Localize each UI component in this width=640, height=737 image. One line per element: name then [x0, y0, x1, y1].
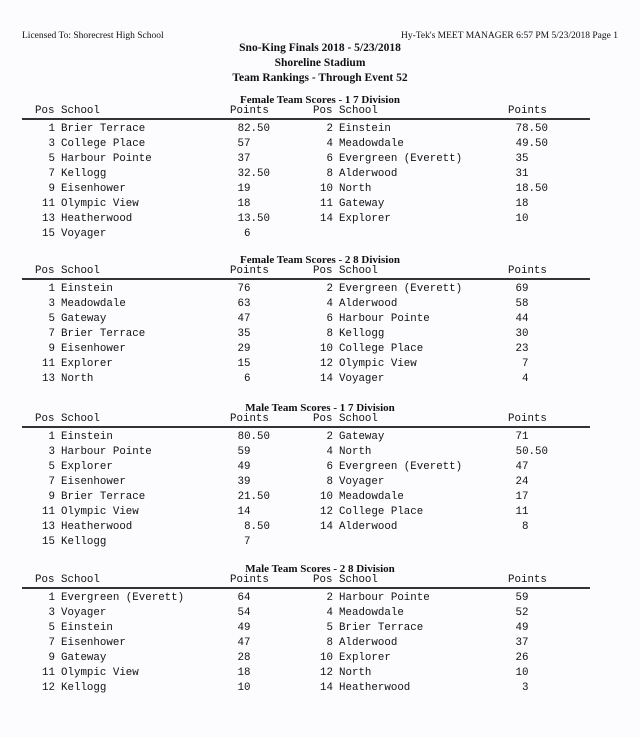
rank: 14	[320, 373, 333, 385]
rank: 8	[326, 328, 333, 340]
rank: 4	[326, 446, 333, 458]
rank: 6	[326, 153, 333, 165]
rank: 2	[326, 283, 333, 295]
school-name: Gateway	[61, 652, 107, 664]
rank: 2	[326, 592, 333, 604]
team-points: 31	[515, 168, 529, 180]
school-name: Heatherwood	[61, 521, 133, 533]
rank: 6	[326, 313, 333, 325]
rank: 5	[48, 622, 55, 634]
section-title: Female Team Scores - 1 7 Division	[240, 94, 400, 106]
rank: 13	[42, 521, 55, 533]
rank: 3	[48, 298, 55, 310]
divider	[22, 278, 590, 280]
team-points: 52	[515, 607, 529, 619]
rank: 10	[320, 491, 333, 503]
rank: 5	[48, 461, 55, 473]
school-name: Alderwood	[339, 521, 398, 533]
rank: 15	[42, 228, 55, 240]
team-points: 18	[237, 667, 251, 679]
school-name: Meadowdale	[339, 138, 404, 150]
school-name: Harbour Pointe	[61, 446, 152, 458]
school-name: Brier Terrace	[339, 622, 424, 634]
team-points: 15	[237, 358, 251, 370]
rank: 5	[326, 622, 333, 634]
col-pos: Pos	[35, 413, 55, 425]
team-points: 49	[237, 622, 251, 634]
team-points: 37	[237, 153, 251, 165]
team-scores-section	[0, 254, 640, 387]
rank: 12	[320, 358, 333, 370]
school-name: Harbour Pointe	[61, 153, 152, 165]
team-points: 49	[515, 622, 529, 634]
col-pos: Pos	[35, 265, 55, 277]
table-row	[0, 445, 640, 460]
team-points: 29	[237, 343, 251, 355]
team-points: 32.50	[237, 168, 270, 180]
school-name: Brier Terrace	[61, 491, 146, 503]
school-name: North	[61, 373, 94, 385]
rank: 10	[320, 183, 333, 195]
school-name: Heatherwood	[339, 682, 411, 694]
table-row	[0, 666, 640, 681]
col-school: School	[61, 413, 100, 425]
school-name: Olympic View	[61, 198, 139, 210]
table-row	[0, 490, 640, 505]
col-points: Points	[508, 265, 547, 277]
table-row	[0, 651, 640, 666]
team-points: 76	[237, 283, 251, 295]
team-points: 80.50	[237, 431, 270, 443]
school-name: Voyager	[61, 607, 107, 619]
team-points: 21.50	[237, 491, 270, 503]
table-row	[0, 591, 640, 606]
table-row	[0, 636, 640, 651]
rank: 14	[320, 213, 333, 225]
table-row	[0, 475, 640, 490]
table-row	[0, 606, 640, 621]
software-header: Hy-Tek's MEET MANAGER 6:57 PM 5/23/2018 Page 1	[401, 31, 618, 41]
rank: 14	[320, 682, 333, 694]
table-row	[0, 520, 640, 535]
team-points: 47	[237, 313, 251, 325]
col-school: School	[339, 413, 378, 425]
col-school: School	[339, 574, 378, 586]
rank: 3	[48, 607, 55, 619]
table-row	[0, 137, 640, 152]
team-points: 58	[515, 298, 529, 310]
rank: 11	[42, 506, 55, 518]
team-points: 8.50	[244, 521, 270, 533]
col-school: School	[61, 265, 100, 277]
rank: 1	[48, 283, 55, 295]
team-points: 37	[515, 637, 529, 649]
col-points: Points	[230, 105, 269, 117]
col-pos: Pos	[313, 265, 333, 277]
school-name: Explorer	[339, 652, 391, 664]
school-name: Brier Terrace	[61, 123, 146, 135]
table-row	[0, 535, 640, 550]
column-header	[0, 575, 640, 586]
col-points: Points	[508, 105, 547, 117]
venue: Shoreline Stadium	[274, 57, 366, 69]
col-points: Points	[508, 574, 547, 586]
school-name: Evergreen (Everett)	[61, 592, 185, 604]
school-name: Evergreen (Everett)	[339, 153, 463, 165]
school-name: Gateway	[339, 431, 385, 443]
table-row	[0, 282, 640, 297]
rank: 8	[326, 476, 333, 488]
school-name: Harbour Pointe	[339, 313, 430, 325]
table-row	[0, 505, 640, 520]
rank: 11	[320, 198, 333, 210]
rank: 9	[48, 652, 55, 664]
rank: 3	[48, 446, 55, 458]
school-name: Einstein	[61, 431, 113, 443]
license-text: Licensed To: Shorecrest High School	[22, 31, 164, 41]
team-points: 35	[237, 328, 251, 340]
team-points: 10	[515, 667, 529, 679]
col-points: Points	[508, 413, 547, 425]
school-name: Heatherwood	[61, 213, 133, 225]
team-points: 82.50	[237, 123, 270, 135]
team-points: 6	[244, 373, 251, 385]
team-points: 49.50	[515, 138, 548, 150]
rank: 7	[48, 637, 55, 649]
school-name: Kellogg	[61, 168, 107, 180]
team-points: 18.50	[515, 183, 548, 195]
rank: 10	[320, 343, 333, 355]
column-header	[0, 106, 640, 117]
team-points: 10	[515, 213, 529, 225]
school-name: Voyager	[339, 373, 385, 385]
rank: 9	[48, 491, 55, 503]
report-title: Team Rankings - Through Event 52	[232, 72, 408, 84]
school-name: Alderwood	[339, 298, 398, 310]
school-name: Einstein	[61, 622, 113, 634]
team-points: 18	[515, 198, 529, 210]
table-row	[0, 167, 640, 182]
team-points: 57	[237, 138, 251, 150]
team-points: 10	[237, 682, 251, 694]
team-points: 18	[237, 198, 251, 210]
team-points: 47	[237, 637, 251, 649]
school-name: Gateway	[61, 313, 107, 325]
rank: 5	[48, 153, 55, 165]
team-points: 13.50	[237, 213, 270, 225]
school-name: Voyager	[339, 476, 385, 488]
school-name: Kellogg	[61, 536, 107, 548]
section-title: Male Team Scores - 1 7 Division	[245, 402, 395, 414]
table-row	[0, 357, 640, 372]
section-title: Female Team Scores - 2 8 Division	[240, 254, 400, 266]
team-points: 64	[237, 592, 251, 604]
school-name: North	[339, 446, 372, 458]
table-row	[0, 342, 640, 357]
column-header	[0, 414, 640, 425]
rank: 1	[48, 592, 55, 604]
school-name: College Place	[339, 343, 424, 355]
school-name: Voyager	[61, 228, 107, 240]
school-name: Einstein	[61, 283, 113, 295]
team-points: 59	[515, 592, 529, 604]
school-name: Explorer	[61, 461, 113, 473]
school-name: Olympic View	[61, 506, 139, 518]
team-scores-section	[0, 402, 640, 550]
team-points: 3	[522, 682, 529, 694]
team-points: 17	[515, 491, 529, 503]
team-points: 7	[244, 536, 251, 548]
rank: 11	[42, 358, 55, 370]
school-name: Eisenhower	[61, 476, 126, 488]
team-points: 44	[515, 313, 529, 325]
school-name: Gateway	[339, 198, 385, 210]
rank: 3	[48, 138, 55, 150]
rank: 9	[48, 183, 55, 195]
school-name: Evergreen (Everett)	[339, 283, 463, 295]
team-points: 50.50	[515, 446, 548, 458]
team-points: 23	[515, 343, 529, 355]
team-points: 14	[237, 506, 251, 518]
school-name: Explorer	[61, 358, 113, 370]
col-pos: Pos	[313, 574, 333, 586]
rank: 7	[48, 168, 55, 180]
rank: 12	[320, 506, 333, 518]
team-scores-section	[0, 94, 640, 242]
team-points: 28	[237, 652, 251, 664]
school-name: Harbour Pointe	[339, 592, 430, 604]
rank: 9	[48, 343, 55, 355]
school-name: Kellogg	[61, 682, 107, 694]
col-pos: Pos	[35, 574, 55, 586]
team-points: 39	[237, 476, 251, 488]
table-row	[0, 460, 640, 475]
team-points: 54	[237, 607, 251, 619]
school-name: Evergreen (Everett)	[339, 461, 463, 473]
col-school: School	[61, 574, 100, 586]
col-school: School	[61, 105, 100, 117]
table-row	[0, 297, 640, 312]
team-points: 11	[515, 506, 529, 518]
rank: 15	[42, 536, 55, 548]
rank: 11	[42, 198, 55, 210]
rank: 6	[326, 461, 333, 473]
col-pos: Pos	[35, 105, 55, 117]
team-points: 24	[515, 476, 529, 488]
col-school: School	[339, 265, 378, 277]
divider	[22, 426, 590, 428]
col-points: Points	[230, 413, 269, 425]
school-name: College Place	[61, 138, 146, 150]
rank: 5	[48, 313, 55, 325]
section-title: Male Team Scores - 2 8 Division	[245, 563, 395, 575]
team-points: 4	[522, 373, 529, 385]
col-pos: Pos	[313, 105, 333, 117]
rank: 2	[326, 123, 333, 135]
team-points: 30	[515, 328, 529, 340]
school-name: Einstein	[339, 123, 391, 135]
rank: 4	[326, 298, 333, 310]
table-row	[0, 122, 640, 137]
rank: 7	[48, 476, 55, 488]
school-name: Olympic View	[61, 667, 139, 679]
school-name: Meadowdale	[339, 491, 404, 503]
table-row	[0, 681, 640, 696]
team-points: 7	[522, 358, 529, 370]
rank: 2	[326, 431, 333, 443]
rank: 4	[326, 607, 333, 619]
team-scores-section	[0, 563, 640, 696]
team-points: 59	[237, 446, 251, 458]
team-points: 69	[515, 283, 529, 295]
team-points: 19	[237, 183, 251, 195]
rank: 13	[42, 213, 55, 225]
table-row	[0, 182, 640, 197]
team-points: 63	[237, 298, 251, 310]
meet-title: Sno-King Finals 2018 - 5/23/2018	[239, 42, 401, 54]
school-name: Eisenhower	[61, 637, 126, 649]
school-name: Olympic View	[339, 358, 417, 370]
rank: 11	[42, 667, 55, 679]
table-row	[0, 197, 640, 212]
team-points: 6	[244, 228, 251, 240]
rank: 4	[326, 138, 333, 150]
team-points: 8	[522, 521, 529, 533]
divider	[22, 587, 590, 589]
table-row	[0, 312, 640, 327]
rank: 7	[48, 328, 55, 340]
team-points: 49	[237, 461, 251, 473]
col-points: Points	[230, 574, 269, 586]
col-school: School	[339, 105, 378, 117]
team-points: 71	[515, 431, 529, 443]
rank: 10	[320, 652, 333, 664]
team-points: 26	[515, 652, 529, 664]
rank: 12	[320, 667, 333, 679]
team-points: 78.50	[515, 123, 548, 135]
rank: 8	[326, 168, 333, 180]
divider	[22, 118, 590, 120]
school-name: Eisenhower	[61, 343, 126, 355]
school-name: Explorer	[339, 213, 391, 225]
school-name: Eisenhower	[61, 183, 126, 195]
school-name: Meadowdale	[339, 607, 404, 619]
rank: 1	[48, 431, 55, 443]
col-points: Points	[230, 265, 269, 277]
table-row	[0, 212, 640, 227]
table-row	[0, 430, 640, 445]
table-row	[0, 372, 640, 387]
rank: 14	[320, 521, 333, 533]
team-points: 35	[515, 153, 529, 165]
school-name: College Place	[339, 506, 424, 518]
col-pos: Pos	[313, 413, 333, 425]
school-name: Kellogg	[339, 328, 385, 340]
table-row	[0, 621, 640, 636]
school-name: Alderwood	[339, 637, 398, 649]
school-name: Alderwood	[339, 168, 398, 180]
rank: 12	[42, 682, 55, 694]
school-name: North	[339, 667, 372, 679]
table-row	[0, 152, 640, 167]
rank: 8	[326, 637, 333, 649]
school-name: Brier Terrace	[61, 328, 146, 340]
school-name: North	[339, 183, 372, 195]
table-row	[0, 227, 640, 242]
school-name: Meadowdale	[61, 298, 126, 310]
rank: 1	[48, 123, 55, 135]
column-header	[0, 266, 640, 277]
team-points: 47	[515, 461, 529, 473]
table-row	[0, 327, 640, 342]
rank: 13	[42, 373, 55, 385]
